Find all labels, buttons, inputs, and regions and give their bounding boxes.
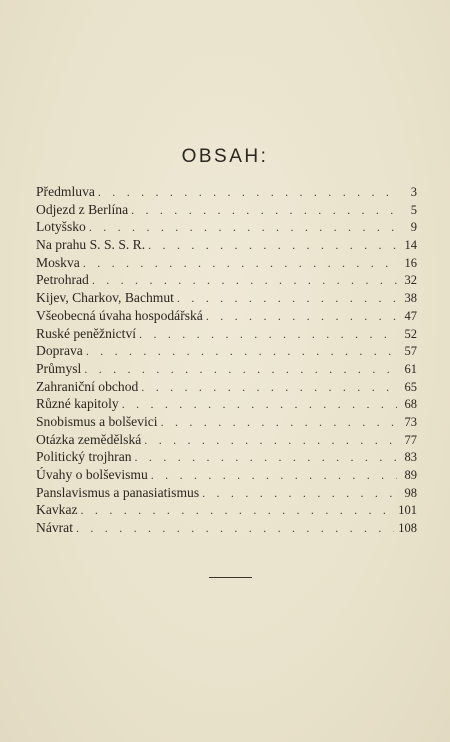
toc-entry — [36, 271, 417, 289]
toc-entry-page: 73 — [404, 414, 417, 429]
toc-leader-dots — [141, 379, 397, 397]
toc-leader-dots — [86, 343, 397, 361]
toc-leader-dots — [84, 361, 397, 379]
page-title: OBSAH: — [181, 146, 269, 167]
toc-entry-page: 68 — [404, 397, 417, 412]
toc-leader-dots — [76, 520, 394, 538]
toc-leader-dots — [148, 237, 397, 255]
toc-leader-dots — [177, 290, 397, 308]
toc-entry-page: 14 — [404, 238, 417, 253]
toc-entry-page: 9 — [410, 220, 417, 235]
toc-leader-dots — [81, 502, 395, 520]
toc-leader-dots — [151, 467, 397, 485]
toc-leader-dots — [92, 272, 397, 290]
toc-entry-page: 83 — [404, 450, 417, 465]
toc-entry-page: 57 — [404, 344, 417, 359]
toc-entry — [36, 183, 417, 201]
toc-entry — [36, 289, 417, 307]
toc-leader-dots — [139, 326, 397, 344]
toc-entry-label: Lotyšsko — [36, 219, 86, 235]
toc-entry — [36, 254, 417, 272]
toc-leader-dots — [135, 449, 397, 467]
toc-entry-page: 38 — [404, 291, 417, 306]
toc-leader-dots — [89, 219, 397, 237]
toc-entry — [36, 431, 417, 449]
toc-entry-label: Panslavismus a panasiatismus — [36, 484, 200, 500]
toc-entry — [36, 218, 417, 236]
toc-entry — [36, 466, 417, 484]
toc-entry-page: 89 — [404, 468, 417, 482]
toc-entry-label: Různé kapitoly — [36, 396, 119, 412]
toc-entry-page: 32 — [404, 273, 417, 288]
toc-entry-label: Návrat — [36, 520, 73, 536]
toc-entry-page: 16 — [404, 255, 417, 270]
toc-entry-label: Doprava — [36, 343, 83, 359]
toc-entry-label: Na prahu S. S. S. R. — [36, 237, 146, 253]
table-of-contents — [36, 183, 417, 537]
toc-entry-label: Snobismus a bolševici — [36, 413, 158, 429]
toc-entry-label: Otázka zemědělská — [36, 431, 142, 447]
toc-leader-dots — [98, 184, 397, 202]
toc-entry-page: 52 — [404, 326, 417, 341]
toc-entry-page: 108 — [398, 521, 417, 536]
toc-entry-label: Kavkaz — [36, 502, 78, 518]
toc-entry-page: 77 — [404, 432, 417, 447]
toc-leader-dots — [202, 485, 397, 503]
toc-entry — [36, 307, 417, 325]
toc-entry-label: Všeobecná úvaha hospodářská — [36, 307, 203, 323]
toc-entry-page: 47 — [404, 308, 417, 323]
toc-entry — [36, 448, 417, 466]
toc-leader-dots — [122, 396, 397, 414]
divider-rule — [209, 577, 252, 578]
toc-entry-label: Kijev, Charkov, Bachmut — [36, 290, 174, 306]
toc-leader-dots — [144, 432, 397, 450]
toc-entry — [36, 360, 417, 378]
toc-entry-label: Odjezd z Berlína — [36, 201, 129, 217]
toc-entry — [36, 378, 417, 396]
toc-leader-dots — [131, 202, 397, 220]
toc-entry-page: 61 — [404, 361, 417, 376]
toc-entry-label: Politický trojhran — [36, 449, 132, 465]
toc-entry — [36, 342, 417, 360]
toc-entry — [36, 519, 417, 537]
toc-entry-label: Předmluva — [36, 184, 95, 199]
toc-leader-dots — [206, 308, 397, 326]
toc-entry-page: 5 — [410, 202, 417, 217]
toc-leader-dots — [161, 414, 397, 432]
toc-entry — [36, 501, 417, 519]
toc-entry — [36, 236, 417, 254]
toc-entry-label: Petrohrad — [36, 272, 89, 288]
toc-entry-label: Úvahy o bolševismu — [36, 467, 148, 482]
toc-leader-dots — [83, 255, 397, 273]
toc-entry-label: Ruské peněžnictví — [36, 325, 137, 341]
toc-entry-page: 3 — [410, 185, 417, 199]
toc-entry-label: Zahraniční obchod — [36, 378, 139, 394]
toc-entry-label: Průmysl — [36, 360, 82, 376]
toc-entry — [36, 325, 417, 343]
toc-entry — [36, 484, 417, 502]
toc-entry — [36, 395, 417, 413]
toc-entry — [36, 201, 417, 219]
toc-entry-page: 65 — [404, 379, 417, 394]
toc-entry-page: 98 — [404, 485, 417, 500]
toc-entry-label: Moskva — [36, 254, 80, 270]
toc-entry — [36, 413, 417, 431]
toc-entry-page: 101 — [398, 503, 417, 518]
